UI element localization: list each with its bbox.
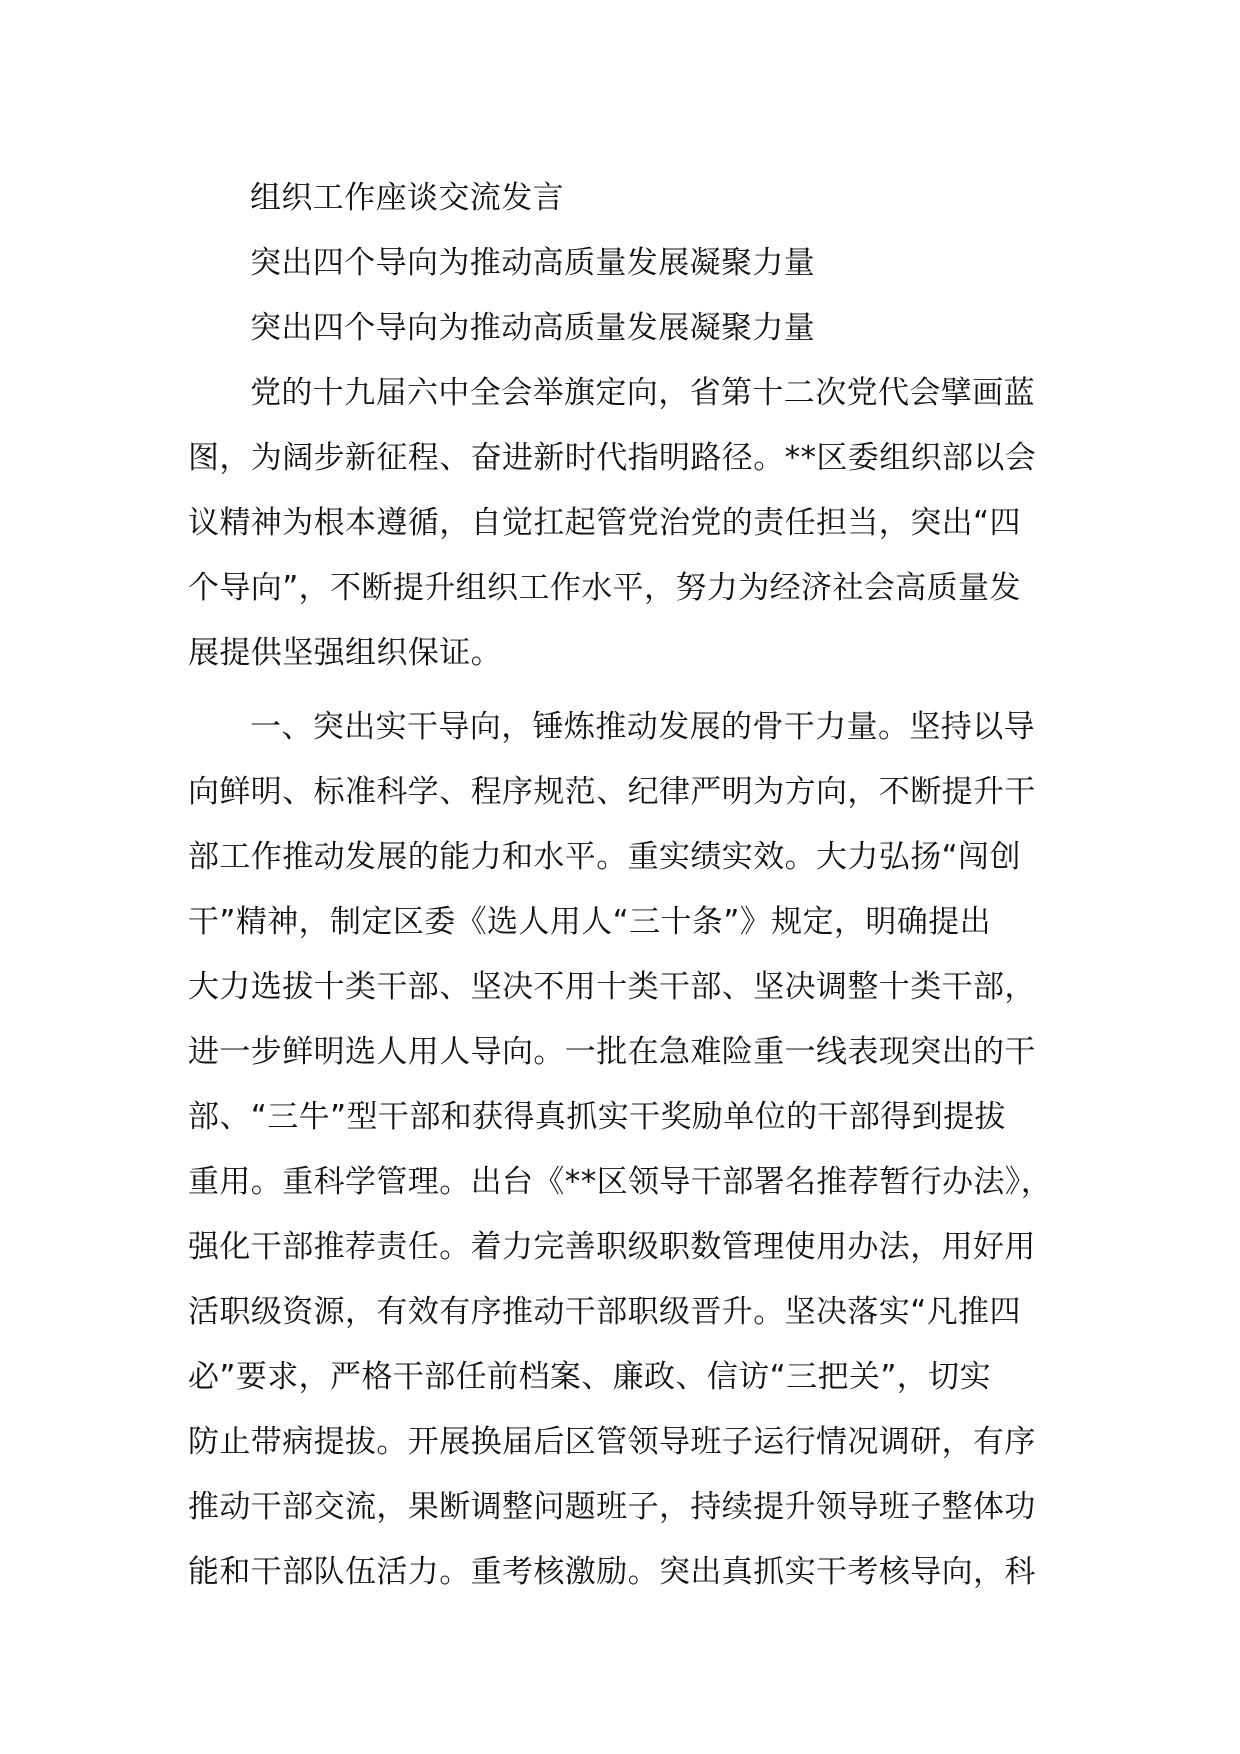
paragraph-line: 向鲜明、标准科学、程序规范、纪律严明为方向，不断提升干 (188, 774, 1036, 810)
paragraph-line: 议精神为根本遵循，自觉扛起管党治党的责任担当，突出“四 (188, 505, 1021, 541)
paragraph-line: 部工作推动发展的能力和水平。重实绩实效。大力弘扬“闯创 (188, 839, 1021, 875)
paragraph-line: 防止带病提拔。开展换届后区管领导班子运行情况调研，有序 (188, 1424, 1036, 1460)
paragraph-intro (188, 361, 1068, 686)
paragraph-line: 强化干部推荐责任。着力完善职级职数管理使用办法，用好用 (188, 1229, 1036, 1265)
paragraph-line: 党的十九届六中全会举旗定向，省第十二次党代会擘画蓝 (250, 375, 1035, 411)
paragraph-line: 部、“三牛”型干部和获得真抓实干奖励单位的干部得到提拔 (188, 1099, 1006, 1135)
paragraph-section-one (188, 695, 1068, 1605)
paragraph-line: 大力选拔十类干部、坚决不用十类干部、坚决调整十类干部， (188, 969, 1036, 1005)
document-body (188, 166, 1068, 1605)
paragraph-line: 推动干部交流，果断调整问题班子，持续提升领导班子整体功 (188, 1489, 1036, 1525)
paragraph-line: 能和干部队伍活力。重考核激励。突出真抓实干考核导向，科 (188, 1554, 1036, 1590)
heading-line: 突出四个导向为推动高质量发展凝聚力量 (250, 310, 816, 346)
paragraph-gap (188, 686, 1068, 695)
paragraph-line: 个导向”，不断提升组织工作水平，努力为经济社会高质量发 (188, 570, 1021, 606)
paragraph-line: 进一步鲜明选人用人导向。一批在急难险重一线表现突出的干 (188, 1034, 1036, 1070)
paragraph-line: 图，为阔步新征程、奋进新时代指明路径。**区委组织部以会 (188, 440, 1037, 476)
paragraph-line: 一、突出实干导向，锤炼推动发展的骨干力量。坚持以导 (250, 709, 1035, 745)
heading-line: 突出四个导向为推动高质量发展凝聚力量 (250, 245, 816, 281)
paragraph-line: 干”精神，制定区委《选人用人“三十条”》规定，明确提出 (188, 904, 991, 940)
paragraph-line: 活职级资源，有效有序推动干部职级晋升。坚决落实“凡推四 (188, 1294, 1021, 1330)
paragraph-line: 必”要求，严格干部任前档案、廉政、信访“三把关”，切实 (188, 1359, 991, 1395)
paragraph-line: 展提供坚强组织保证。 (188, 635, 502, 671)
paragraph-line: 重用。重科学管理。出台《**区领导干部署名推荐暂行办法》， (188, 1164, 1053, 1200)
heading-line: 组织工作座谈交流发言 (250, 180, 564, 216)
